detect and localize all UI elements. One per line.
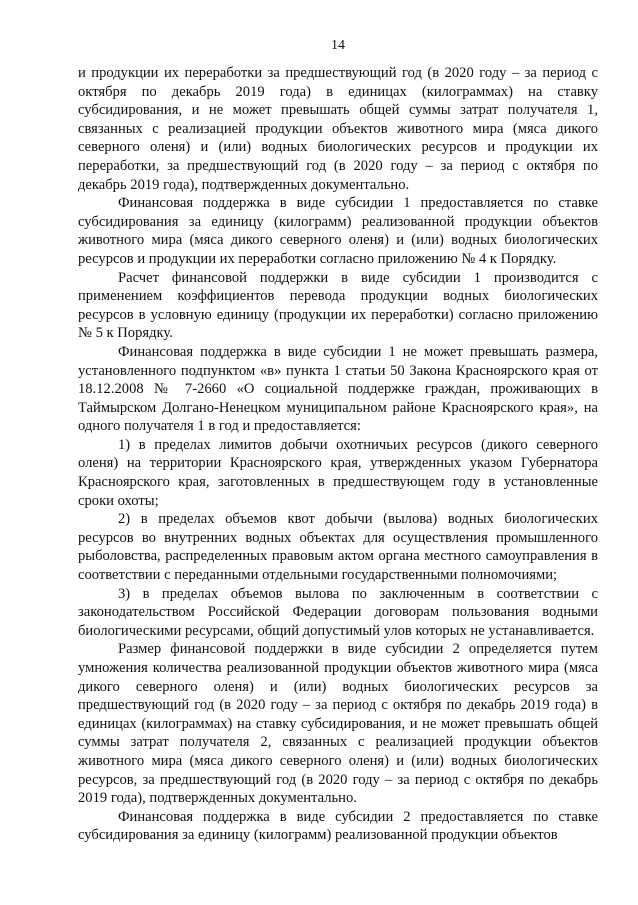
paragraph-subsidy2-size: Размер финансовой поддержки в виде субсидии 2 определяется путем умножения количества реализованной продукции объектов животного мира (мяса дикого северного оленя) и (или) водных биологических ресурсов за предшествующий год (в 2020 году – за период с октября по декабрь 2019 года) в единицах (килограммах) на ставку субсидирования, и не может превышать общей суммы затрат получателя 2, связанных с реализацией продукции объектов животного мира (мяса дикого северного оленя) и (или) водных биологических ресурсов, за предшествующий год (в 2020 году – за период с октября по декабрь 2019 года), подтвержденных документально. [78, 641, 598, 807]
paragraph-subsidy1-calculation: Расчет финансовой поддержки в виде субсидии 1 производится с применением коэффициентов перевода продукции водных биологических ресурсов в условную единицу (продукции их переработки) согласно приложению № 5 к Порядку. [78, 269, 598, 342]
page-number: 14 [331, 38, 345, 53]
paragraph-subsidy1-limit: Финансовая поддержка в виде субсидии 1 не может превышать размера, установленного подпунктом «в» пункта 1 статьи 50 Закона Красноярского края от 18.12.2008 № 7-2660 «О социальной поддержке граждан, проживающих в Таймырском Долгано-Ненецком муниципальном районе Красноярского края», на одного получателя 1 в год и предоставляется: [78, 343, 598, 435]
paragraph-subsidy2-rate: Финансовая поддержка в виде субсидии 2 предоставляется по ставке субсидирования за единицу (килограмм) реализованной продукции объектов [78, 808, 598, 844]
list-item-3: 3) в пределах объемов вылова по заключенным в соответствии с законодательством Российской Федерации договорам пользования водными биологическими ресурсами, общий допустимый улов которых не устанавливается. [78, 585, 598, 639]
list-item-1: 1) в пределах лимитов добычи охотничьих ресурсов (дикого северного оленя) на территории Красноярского края, утвержденных указом Губернатора Красноярского края, заготовленных в предшествующем году в установленные сроки охоты; [78, 436, 598, 509]
list-item-2: 2) в пределах объемов квот добычи (вылова) водных биологических ресурсов во внутренних водных объектах для осуществления промышленного рыболовства, распределенных правовым актом органа местного самоуправления в соответствии с переданными отдельными государственными полномочиями; [78, 511, 598, 584]
paragraph-continuation: и продукции их переработки за предшествующий год (в 2020 году – за период с октября по декабрь 2019 года) в единицах (килограммах) на ставку субсидирования, и не может превышать общей суммы затрат получателя 1, связанных с реализацией продукции объектов животного мира (мяса дикого северного оленя) и (или) водных биологических ресурсов и продукции их переработки, за предшествующий год (в 2020 году – за период с октября по декабрь 2019 года), подтвержденных документально. [78, 65, 598, 193]
paragraph-subsidy1-rate: Финансовая поддержка в виде субсидии 1 предоставляется по ставке субсидирования за единицу (килограмм) реализованной продукции объектов животного мира (мяса дикого северного оленя) и (или) водных биологических ресурсов и продукции их переработки согласно приложению № 4 к Порядку. [78, 195, 598, 267]
